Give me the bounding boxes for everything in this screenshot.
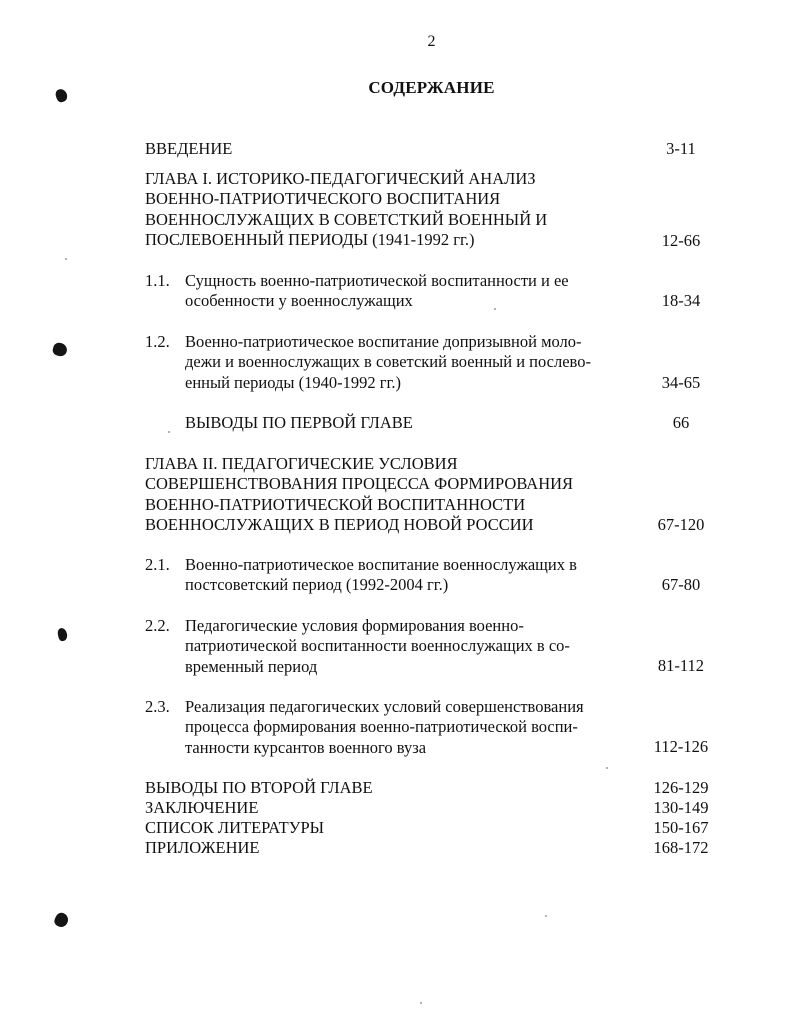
entry-line: ВОЕННО-ПАТРИОТИЧЕСКОГО ВОСПИТАНИЯ	[145, 189, 501, 209]
scan-speck	[65, 258, 67, 260]
entry-line: ГЛАВА II. ПЕДАГОГИЧЕСКИЕ УСЛОВИЯ	[145, 454, 458, 473]
scan-speck	[606, 767, 608, 769]
entry-pages: 81-112	[657, 656, 705, 675]
entry-pages: 112-126	[653, 737, 709, 756]
entry-line: ВЫВОДЫ ПО ВТОРОЙ ГЛАВЕ	[145, 778, 373, 797]
entry-line: процесса формирования военно-патриотической воспи-	[185, 717, 578, 737]
entry-line: ВОЕННОСЛУЖАЩИХ В ПЕРИОД НОВОЙ РОССИИ	[145, 514, 534, 534]
entry-line: ЗАКЛЮЧЕНИЕ	[145, 798, 259, 817]
entry-number: 1.2.	[145, 332, 170, 351]
entry-line: ВЫВОДЫ ПО ПЕРВОЙ ГЛАВЕ	[185, 413, 413, 432]
scan-speck	[494, 308, 496, 310]
entry-pages: 3-11	[666, 139, 696, 158]
entry-number: 1.1.	[145, 271, 170, 290]
entry-number: 2.3.	[145, 697, 170, 716]
entry-pages: 67-120	[657, 515, 705, 534]
entry-line: ГЛАВА I. ИСТОРИКО-ПЕДАГОГИЧЕСКИЙ АНАЛИЗ	[145, 169, 536, 188]
entry-pages: 126-129	[653, 778, 709, 797]
scan-speck	[420, 1002, 422, 1004]
entry-number: 2.2.	[145, 616, 170, 635]
entry-line: Военно-патриотическое воспитание военнослужащих в	[185, 555, 577, 574]
entry-line: ВОЕННОСЛУЖАЩИХ В СОВЕТСТКИЙ ВОЕННЫЙ И	[145, 209, 548, 229]
page-number: 2	[427, 33, 436, 50]
entry-number: 2.1.	[145, 555, 170, 574]
entry-line: Сущность военно-патриотической воспитанности и ее	[185, 271, 569, 290]
entry-line: ПОСЛЕВОЕННЫЙ ПЕРИОДЫ (1941-1992 гг.)	[145, 229, 475, 249]
toc-title: СОДЕРЖАНИЕ	[368, 78, 495, 97]
scan-hole-mark	[57, 627, 68, 641]
entry-line: постсоветский период (1992-2004 гг.)	[185, 575, 449, 595]
entry-line: Реализация педагогических условий совершенствования	[185, 697, 584, 716]
entry-line: СОВЕРШЕНСТВОВАНИЯ ПРОЦЕССА ФОРМИРОВАНИЯ	[145, 474, 574, 494]
entry-line: ВОЕННО-ПАТРИОТИЧЕСКОЙ ВОСПИТАННОСТИ	[145, 494, 526, 514]
entry-pages: 66	[672, 413, 690, 432]
entry-line: Педагогические условия формирования военно-	[185, 616, 524, 635]
entry-line: ВВЕДЕНИЕ	[145, 139, 233, 158]
entry-pages: 12-66	[661, 231, 701, 250]
entry-pages: 130-149	[653, 798, 709, 817]
entry-line: патриотической воспитанности военнослужащих в со-	[185, 636, 570, 656]
entry-pages: 150-167	[653, 818, 709, 837]
scan-hole-mark	[52, 341, 69, 357]
scan-hole-mark	[53, 911, 71, 929]
entry-pages: 168-172	[653, 838, 709, 857]
entry-line: особенности у военнослужащих	[185, 291, 413, 311]
scan-speck	[545, 915, 547, 917]
entry-line: ПРИЛОЖЕНИЕ	[145, 838, 260, 857]
entry-pages: 67-80	[661, 575, 701, 594]
entry-line: временный период	[185, 656, 318, 676]
entry-line: танности курсантов военного вуза	[185, 737, 427, 757]
entry-line: дежи и военнослужащих в советский военный и послево-	[185, 352, 591, 372]
entry-line: Военно-патриотическое воспитание допризывной моло-	[185, 332, 582, 351]
entry-line: енный периоды (1940-1992 гг.)	[185, 372, 402, 392]
entry-pages: 18-34	[661, 291, 701, 310]
entry-pages: 34-65	[661, 373, 701, 392]
entry-line: СПИСОК ЛИТЕРАТУРЫ	[145, 818, 325, 837]
scan-speck	[168, 431, 170, 433]
